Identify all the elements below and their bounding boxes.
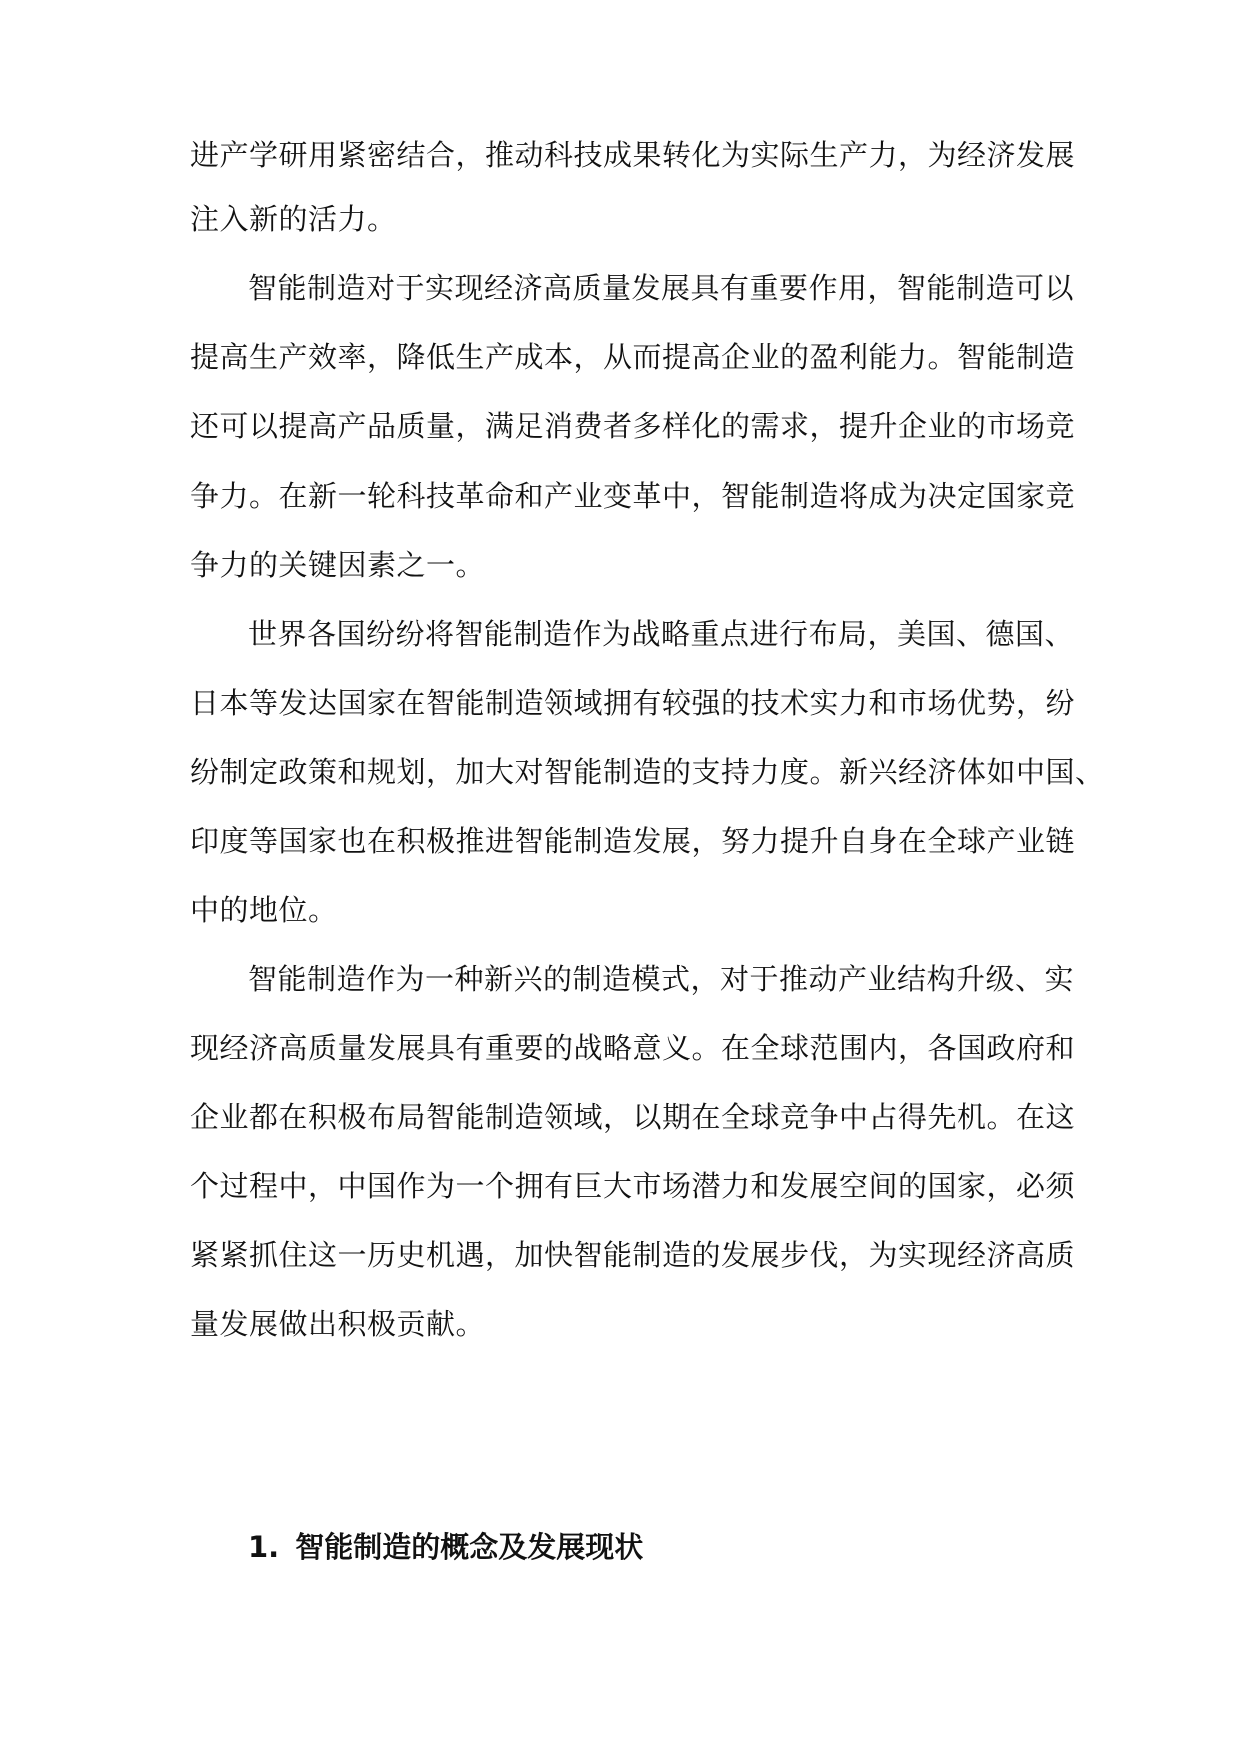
paragraph-line: 注入新的活力。 <box>190 202 397 236</box>
paragraph-line: 个过程中，中国作为一个拥有巨大市场潜力和发展空间的国家，必须 <box>190 1169 1076 1203</box>
paragraph-line: 世界各国纷纷将智能制造作为战略重点进行布局，美国、德国、 <box>248 617 1075 651</box>
paragraph-line: 日本等发达国家在智能制造领域拥有较强的技术实力和市场优势，纷 <box>190 686 1076 720</box>
paragraph-line: 现经济高质量发展具有重要的战略意义。在全球范围内，各国政府和 <box>190 1031 1076 1065</box>
paragraph-line: 紧紧抓住这一历史机遇，加快智能制造的发展步伐，为实现经济高质 <box>190 1238 1076 1272</box>
paragraph-line: 中的地位。 <box>190 893 338 927</box>
paragraph-line: 纷制定政策和规划，加大对智能制造的支持力度。新兴经济体如中国、 <box>190 755 1105 789</box>
section-title: 智能制造的概念及发展现状 <box>295 1530 644 1564</box>
paragraph-line: 还可以提高产品质量，满足消费者多样化的需求，提升企业的市场竞 <box>190 409 1076 443</box>
paragraph-line: 企业都在积极布局智能制造领域，以期在全球竞争中占得先机。在这 <box>190 1100 1076 1134</box>
paragraph-line: 印度等国家也在积极推进智能制造发展，努力提升自身在全球产业链 <box>190 824 1076 858</box>
section-number: 1. <box>248 1530 280 1564</box>
paragraph-line: 智能制造对于实现经济高质量发展具有重要作用，智能制造可以 <box>248 271 1075 305</box>
paragraph-line: 量发展做出积极贡献。 <box>190 1307 486 1341</box>
paragraph-line: 争力的关键因素之一。 <box>190 548 486 582</box>
paragraph-line: 提高生产效率，降低生产成本，从而提高企业的盈利能力。智能制造 <box>190 340 1076 374</box>
paragraph-line: 争力。在新一轮科技革命和产业变革中，智能制造将成为决定国家竞 <box>190 479 1076 513</box>
paragraph-line: 进产学研用紧密结合，推动科技成果转化为实际生产力，为经济发展 <box>190 138 1076 172</box>
section-heading <box>248 1527 643 1567</box>
paragraph-line: 智能制造作为一种新兴的制造模式，对于推动产业结构升级、实 <box>248 962 1075 996</box>
